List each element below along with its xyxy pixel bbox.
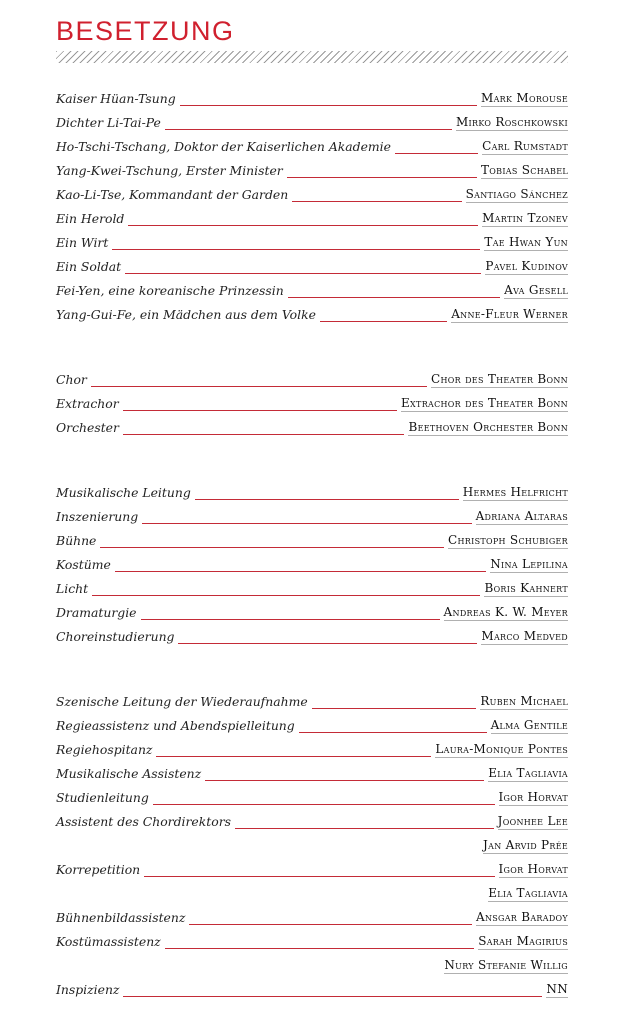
credit-row	[56, 131, 568, 155]
role-label: Kao-Li-Tse, Kommandant der Garden	[56, 187, 289, 202]
performer-name: Carl Rumstadt	[482, 139, 568, 153]
role-label: Kostüme	[56, 557, 111, 572]
leader-line	[125, 273, 481, 274]
performer-name: Santiago Sánchez	[465, 187, 568, 201]
leader-line	[288, 297, 500, 298]
performer-name: Ruben Michael	[480, 694, 568, 708]
credit-row	[56, 974, 568, 998]
role-label: Studienleitung	[56, 790, 149, 805]
credit-row	[56, 412, 568, 436]
role-label: Ein Wirt	[56, 235, 109, 250]
performer-name: Mirko Roschkowski	[455, 115, 568, 129]
performer-name: Christoph Schubiger	[448, 533, 568, 547]
credit-row	[56, 758, 568, 782]
performer-name: Marco Medved	[481, 629, 568, 643]
credit-row	[56, 179, 568, 203]
role-label: Yang-Gui-Fe, ein Mädchen aus dem Volke	[56, 307, 316, 322]
role-label: Dichter Li-Tai-Pe	[56, 115, 161, 130]
credit-row	[56, 227, 568, 251]
leader-line	[141, 619, 440, 620]
credit-row	[56, 299, 568, 323]
credit-row	[56, 107, 568, 131]
performer-name: Beethoven Orchester Bonn	[408, 420, 568, 434]
leader-line	[128, 225, 478, 226]
role-label: Regieassistenz und Abendspielleitung	[56, 718, 295, 733]
credit-row	[56, 926, 568, 950]
credit-row	[56, 203, 568, 227]
credit-row	[56, 83, 568, 107]
leader-line	[123, 996, 542, 997]
credit-row	[56, 621, 568, 645]
role-label: Inspizienz	[56, 982, 120, 997]
leader-line	[165, 948, 474, 949]
leader-line	[123, 434, 405, 435]
leader-line	[195, 499, 459, 500]
group-spacer	[56, 436, 568, 477]
performer-name: Nury Stefanie Willig	[444, 958, 568, 972]
performer-name: Tobias Schabel	[480, 163, 568, 177]
role-label: Extrachor	[56, 396, 119, 411]
leader-line	[142, 523, 471, 524]
performer-name: Martin Tzonev	[482, 211, 568, 225]
credit-row	[56, 597, 568, 621]
role-label: Fei-Yen, eine koreanische Prinzessin	[56, 283, 284, 298]
role-label: Szenische Leitung der Wiederaufnahme	[56, 694, 308, 709]
role-label: Musikalische Assistenz	[56, 766, 202, 781]
group-spacer	[56, 323, 568, 364]
leader-line	[153, 804, 495, 805]
leader-line	[292, 201, 461, 202]
credit-row	[56, 878, 568, 902]
performer-name: Igor Horvat	[498, 862, 568, 876]
performer-name: Alma Gentile	[490, 718, 568, 732]
performer-name: Hermes Helfricht	[462, 485, 568, 499]
leader-line	[205, 780, 484, 781]
leader-line	[91, 386, 427, 387]
hatched-divider	[56, 51, 568, 63]
credit-row	[56, 525, 568, 549]
performer-name: Andreas K. W. Meyer	[443, 605, 568, 619]
credit-row	[56, 573, 568, 597]
performer-name: Adriana Altaras	[475, 509, 568, 523]
performer-name: Elia Tagliavia	[488, 766, 568, 780]
leader-line	[235, 828, 494, 829]
credit-row	[56, 275, 568, 299]
leader-line	[299, 732, 487, 733]
leader-line	[287, 177, 477, 178]
leader-line	[123, 410, 397, 411]
credit-row	[56, 710, 568, 734]
role-label: Inszenierung	[56, 509, 139, 524]
role-label: Orchester	[56, 420, 119, 435]
role-label: Yang-Kwei-Tschung, Erster Minister	[56, 163, 283, 178]
role-label: Choreinstudierung	[56, 629, 175, 644]
credit-row	[56, 806, 568, 830]
role-label: Chor	[56, 372, 87, 387]
role-label: Ein Herold	[56, 211, 125, 226]
credit-row	[56, 364, 568, 388]
role-label: Bühne	[56, 533, 97, 548]
credit-row	[56, 155, 568, 179]
leader-line	[100, 547, 444, 548]
credit-row	[56, 854, 568, 878]
leader-line	[180, 105, 477, 106]
credit-row	[56, 734, 568, 758]
performer-name: NN	[546, 982, 568, 996]
performer-name: Boris Kahnert	[484, 581, 568, 595]
role-label: Korrepetition	[56, 862, 141, 877]
leader-line	[165, 129, 452, 130]
performer-name: Jan Arvid Prée	[483, 838, 568, 852]
role-label: Ein Soldat	[56, 259, 122, 274]
credit-row	[56, 902, 568, 926]
credit-row	[56, 686, 568, 710]
role-label: Dramaturgie	[56, 605, 137, 620]
leader-line	[144, 876, 494, 877]
leader-line	[312, 708, 477, 709]
performer-name: Extrachor des Theater Bonn	[401, 396, 568, 410]
performer-name: Ansgar Baradoy	[475, 910, 568, 924]
group-spacer	[56, 645, 568, 686]
performer-name: Pavel Kudinov	[485, 259, 568, 273]
credit-row	[56, 830, 568, 854]
leader-line	[395, 153, 478, 154]
role-label: Ho-Tschi-Tschang, Doktor der Kaiserlichen Akademie	[56, 139, 391, 154]
leader-line	[92, 595, 480, 596]
page-title: BESETZUNG	[56, 16, 235, 46]
leader-line	[156, 756, 431, 757]
leader-line	[178, 643, 477, 644]
performer-name: Igor Horvat	[498, 790, 568, 804]
role-label: Bühnenbildassistenz	[56, 910, 186, 925]
credit-row	[56, 782, 568, 806]
credit-row	[56, 950, 568, 974]
role-label: Kaiser Hüan-Tsung	[56, 91, 176, 106]
role-label: Musikalische Leitung	[56, 485, 191, 500]
performer-name: Chor des Theater Bonn	[431, 372, 568, 386]
leader-line	[112, 249, 480, 250]
leader-line	[189, 924, 472, 925]
credit-row	[56, 388, 568, 412]
performer-name: Mark Morouse	[481, 91, 568, 105]
role-label: Kostümassistenz	[56, 934, 161, 949]
role-label: Assistent des Chordirektors	[56, 814, 231, 829]
cast-list	[56, 83, 568, 998]
performer-name: Laura-Monique Pontes	[435, 742, 568, 756]
credit-row	[56, 549, 568, 573]
performer-name: Sarah Magirius	[478, 934, 568, 948]
performer-name: Tae Hwan Yun	[484, 235, 568, 249]
credit-row	[56, 477, 568, 501]
performer-name: Anne-Fleur Werner	[451, 307, 568, 321]
credit-row	[56, 251, 568, 275]
leader-line	[320, 321, 447, 322]
performer-name: Joonhee Lee	[497, 814, 568, 828]
leader-line	[115, 571, 486, 572]
credit-row	[56, 501, 568, 525]
role-label: Licht	[56, 581, 89, 596]
role-label: Regiehospitanz	[56, 742, 153, 757]
performer-name: Ava Gesell	[504, 283, 568, 297]
performer-name: Nina Lepilina	[490, 557, 568, 571]
performer-name: Elia Tagliavia	[488, 886, 568, 900]
